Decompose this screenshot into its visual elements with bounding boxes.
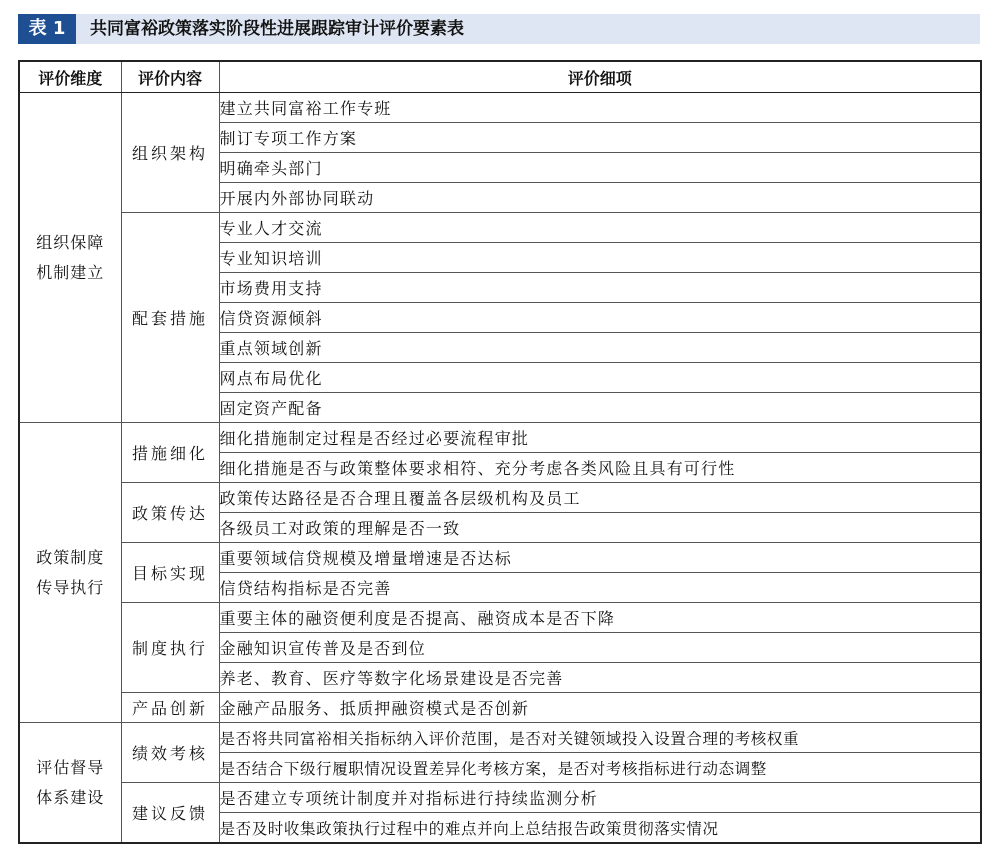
content-cell: 组织架构 xyxy=(121,93,219,213)
detail-cell: 养老、教育、医疗等数字化场景建设是否完善 xyxy=(219,663,981,693)
table-row xyxy=(19,483,981,513)
dimension-label: 组织保障 xyxy=(36,232,105,252)
content-cell: 绩效考核 xyxy=(121,723,219,783)
detail-cell: 制订专项工作方案 xyxy=(219,123,981,153)
dimension-label: 传导执行 xyxy=(36,577,105,597)
dimension-cell xyxy=(19,93,121,423)
table-row xyxy=(19,723,981,753)
table-row xyxy=(19,93,981,123)
dimension-label: 评估督导 xyxy=(36,757,105,777)
table-row xyxy=(19,783,981,813)
detail-cell: 是否结合下级行履职情况设置差异化考核方案，是否对考核指标进行动态调整 xyxy=(219,753,981,783)
content-cell: 制度执行 xyxy=(121,603,219,693)
detail-cell: 固定资产配备 xyxy=(219,393,981,423)
content-cell: 措施细化 xyxy=(121,423,219,483)
detail-cell: 信贷结构指标是否完善 xyxy=(219,573,981,603)
table-row xyxy=(19,423,981,453)
dimension-cell xyxy=(19,723,121,844)
content-cell: 政策传达 xyxy=(121,483,219,543)
detail-cell: 专业人才交流 xyxy=(219,213,981,243)
detail-cell: 是否建立专项统计制度并对指标进行持续监测分析 xyxy=(219,783,981,813)
detail-cell: 信贷资源倾斜 xyxy=(219,303,981,333)
column-header-dimension: 评价维度 xyxy=(19,61,121,93)
detail-cell: 开展内外部协同联动 xyxy=(219,183,981,213)
dimension-cell xyxy=(19,423,121,723)
detail-cell: 金融产品服务、抵质押融资模式是否创新 xyxy=(219,693,981,723)
detail-cell: 重要领域信贷规模及增量增速是否达标 xyxy=(219,543,981,573)
detail-cell: 是否及时收集政策执行过程中的难点并向上总结报告政策贯彻落实情况 xyxy=(219,813,981,844)
column-header-detail: 评价细项 xyxy=(219,61,981,93)
detail-cell: 市场费用支持 xyxy=(219,273,981,303)
table-title-bar xyxy=(18,14,980,44)
column-header-content: 评价内容 xyxy=(121,61,219,93)
content-cell: 建议反馈 xyxy=(121,783,219,844)
table-body xyxy=(19,93,981,844)
dimension-label: 政策制度 xyxy=(36,547,105,567)
detail-cell: 各级员工对政策的理解是否一致 xyxy=(219,513,981,543)
detail-cell: 金融知识宣传普及是否到位 xyxy=(219,633,981,663)
content-cell: 配套措施 xyxy=(121,213,219,423)
content-cell: 产品创新 xyxy=(121,693,219,723)
table-row xyxy=(19,693,981,723)
header-row xyxy=(19,61,981,93)
detail-cell: 是否将共同富裕相关指标纳入评价范围，是否对关键领域投入设置合理的考核权重 xyxy=(219,723,981,753)
detail-cell: 细化措施制定过程是否经过必要流程审批 xyxy=(219,423,981,453)
detail-cell: 重点领域创新 xyxy=(219,333,981,363)
detail-cell: 专业知识培训 xyxy=(219,243,981,273)
table-title: 共同富裕政策落实阶段性进展跟踪审计评价要素表 xyxy=(90,19,464,39)
dimension-label: 机制建立 xyxy=(36,262,105,282)
detail-cell: 重要主体的融资便利度是否提高、融资成本是否下降 xyxy=(219,603,981,633)
table-row xyxy=(19,213,981,243)
detail-cell: 明确牵头部门 xyxy=(219,153,981,183)
table-number-badge: 表 1 xyxy=(18,14,76,44)
detail-cell: 网点布局优化 xyxy=(219,363,981,393)
table-row xyxy=(19,603,981,633)
audit-evaluation-table xyxy=(18,60,982,844)
table-row xyxy=(19,543,981,573)
detail-cell: 政策传达路径是否合理且覆盖各层级机构及员工 xyxy=(219,483,981,513)
detail-cell: 建立共同富裕工作专班 xyxy=(219,93,981,123)
detail-cell: 细化措施是否与政策整体要求相符、充分考虑各类风险且具有可行性 xyxy=(219,453,981,483)
content-cell: 目标实现 xyxy=(121,543,219,603)
dimension-label: 体系建设 xyxy=(36,787,105,807)
